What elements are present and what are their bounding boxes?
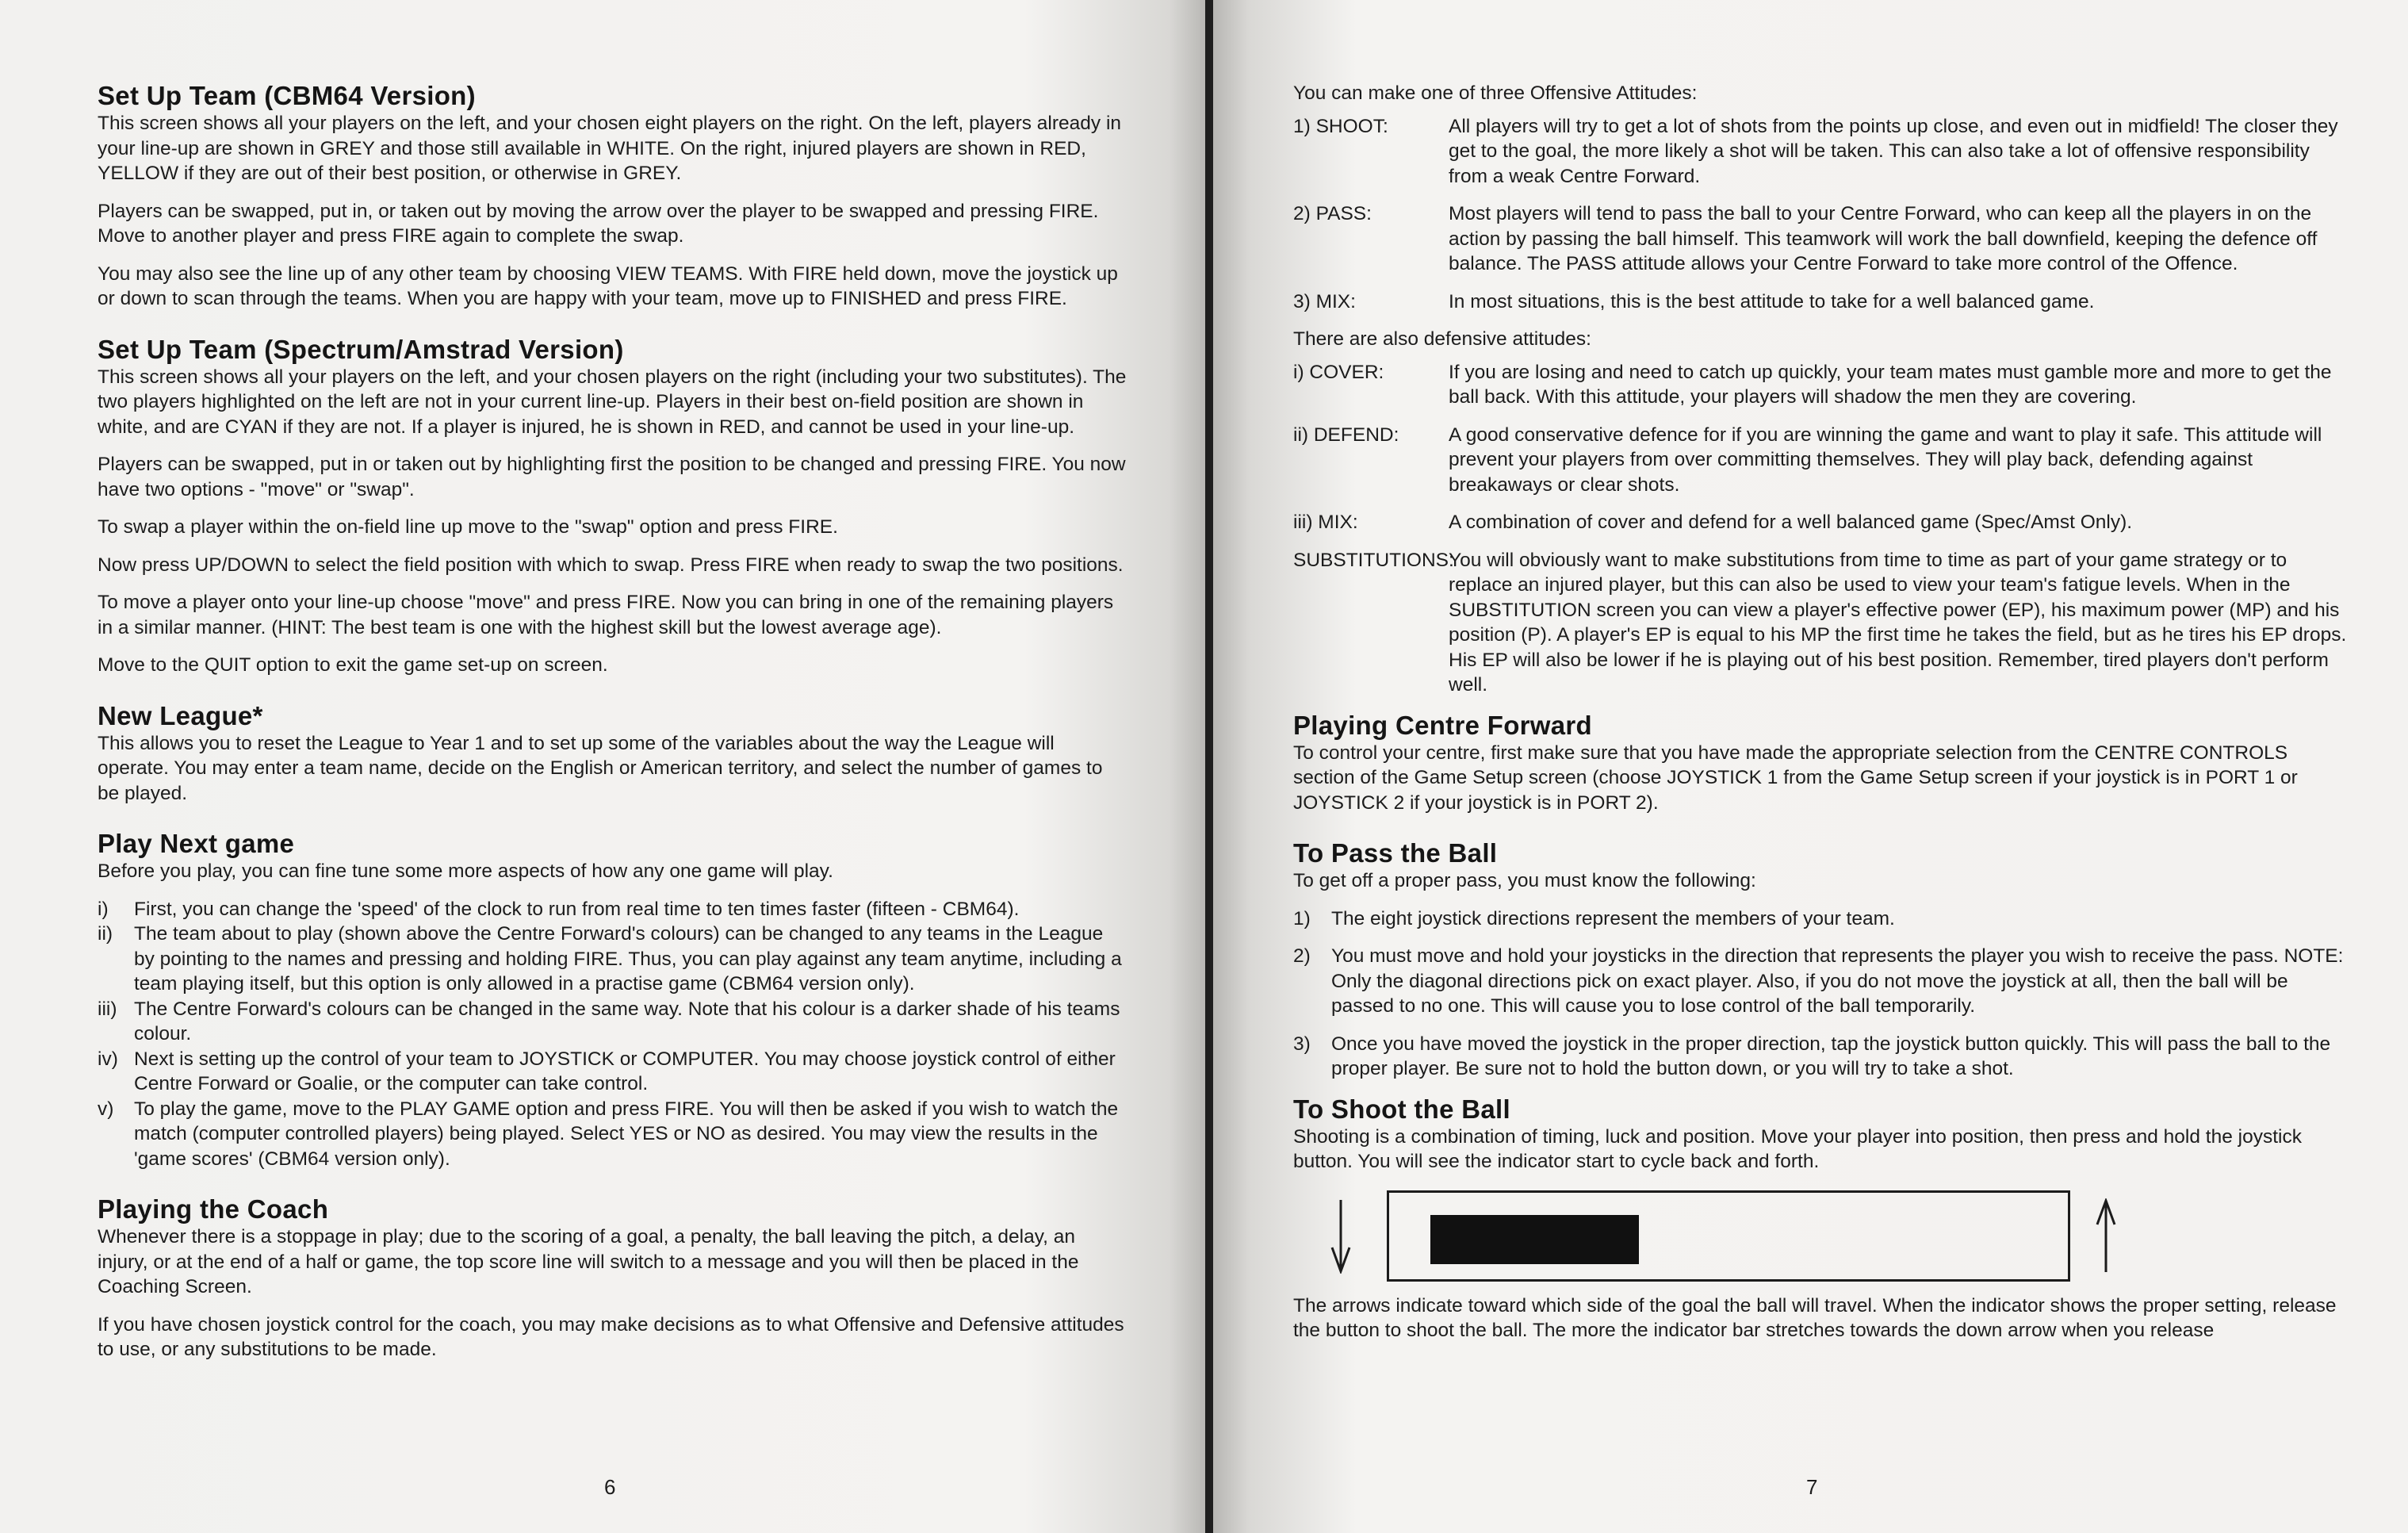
paragraph: You can make one of three Offensive Attitudes:	[1293, 82, 1698, 104]
list-item-text: Next is setting up the control of your team to JOYSTICK or COMPUTER. You may choose joystick control of either Centre Forward or Goalie, or the computer can take control.	[134, 1048, 1116, 1094]
list-item	[1293, 906, 2348, 932]
section-title-playing-the-coach: Playing the Coach	[98, 1194, 329, 1224]
definition-term: 3) MIX:	[1293, 290, 1356, 312]
definition-text: In most situations, this is the best attitude to take for a well balanced game.	[1449, 290, 2095, 312]
paragraph: Shooting is a combination of timing, luck and position. Move your player into position, then press and hold the joystick button. You will see the indicator start to cycle back and forth.	[1293, 1125, 2302, 1172]
paragraph: To control your centre, first make sure that you have made the appropriate selection from the CENTRE CONTROLS section of the Game Setup screen (choose JOYSTICK 1 from the Game Setup screen if your joystick is in PORT 1 or JOYSTICK 2 if your joystick is in PORT 2).	[1293, 742, 2298, 814]
defensive-attitudes-list	[1293, 360, 2348, 698]
list-item-number: i)	[98, 898, 109, 920]
list-item-text: The Centre Forward's colours can be changed in the same way. Note that his colour is a darker shade of his teams colour.	[134, 998, 1120, 1044]
list-item	[1293, 944, 2348, 1019]
definition-text: If you are losing and need to catch up quickly, your team mates must gamble more and more to get the ball back. With this attitude, your players will shadow the men they are covering.	[1449, 361, 2332, 408]
pass-steps-list	[1293, 906, 2348, 1082]
definition-text: A good conservative defence for if you are winning the game and want to play it safe. This attitude will prevent your players from over committing themselves. They will play back, defending against breakaways or clear shots.	[1449, 423, 2322, 496]
definition-item	[1293, 201, 2348, 277]
definition-text: You will obviously want to make substitutions from time to time as part of your game strategy or to replace an injured player, but this can also be used to view your team's fatigue levels. When in the SUBSTITUTION screen you can view a player's effective power (EP), his maximum power (MP) and his position (P). A player's EP is equal to his MP the first time he takes the field, but as he tires his EP drops. His EP will also be lower if he is playing out of his best position. Remember, tired players don't perform well.	[1449, 549, 2347, 696]
section-title-to-pass-the-ball: To Pass the Ball	[1293, 838, 1498, 868]
section-title-spectrum: Set Up Team (Spectrum/Amstrad Version)	[98, 334, 624, 364]
paragraph: Before you play, you can fine tune some more aspects of how any one game will play.	[98, 860, 833, 882]
section-title-play-next-game: Play Next game	[98, 829, 295, 858]
list-item	[98, 897, 1128, 922]
definition-item	[1293, 114, 2348, 190]
right-page-content	[1293, 81, 2348, 1343]
definition-term: ii) DEFEND:	[1293, 423, 1399, 446]
definition-item	[1293, 423, 2348, 498]
list-item-number: 1)	[1293, 907, 1311, 929]
list-item	[1293, 1032, 2348, 1082]
list-item-text: Once you have moved the joystick in the proper direction, tap the joystick button quickly. This will pass the ball to the proper player. Be sure not to hold the button down, or you will try to take a shot.	[1331, 1033, 2331, 1079]
paragraph: Move to the QUIT option to exit the game set-up on screen.	[98, 654, 608, 676]
definition-term: 2) PASS:	[1293, 203, 1372, 224]
left-page-content	[98, 81, 1128, 1362]
paragraph: Whenever there is a stoppage in play; due to the scoring of a goal, a penalty, the ball leaving the pitch, a delay, an injury, or at the end of a half or game, the top score line will switch to a message and you will then be placed in the Coaching Screen.	[98, 1226, 1079, 1297]
up-arrow-icon	[2094, 1198, 2118, 1274]
list-item	[98, 1047, 1128, 1097]
definition-item	[1293, 360, 2348, 410]
paragraph: This screen shows all your players on the left, and your chosen eight players on the right. On the left, players already in your line-up are shown in GREY and those still available in WHITE. On the right, injured players are shown in RED, YELLOW if they are out of their best position, or otherwise in GREY.	[98, 113, 1122, 184]
definition-text: A combination of cover and defend for a well balanced game (Spec/Amst Only).	[1449, 512, 2133, 533]
definition-term: 1) SHOOT:	[1293, 115, 1388, 137]
paragraph: You may also see the line up of any other team by choosing VIEW TEAMS. With FIRE held down, move the joystick up or down to scan through the teams. When you are happy with your team, move up to FINISHED and press FIRE.	[98, 263, 1118, 309]
paragraph: To swap a player within the on-field line up move to the "swap" option and press FIRE.	[98, 516, 838, 538]
paragraph: Now press UP/DOWN to select the field position with which to swap. Press FIRE when ready to swap the two positions.	[98, 554, 1124, 576]
indicator-box	[1387, 1190, 2070, 1282]
list-item-text: The eight joystick directions represent the members of your team.	[1331, 907, 1895, 929]
section-title-new-league: New League*	[98, 700, 263, 730]
section-title-playing-centre-forward: Playing Centre Forward	[1293, 710, 1593, 740]
paragraph: If you have chosen joystick control for the coach, you may make decisions as to what Offensive and Defensive attitudes to use, or any substitutions to be made.	[98, 1313, 1124, 1360]
list-item-text: To play the game, move to the PLAY GAME option and press FIRE. You will then be asked if you wish to watch the match (computer controlled players) being played. Select YES or NO as desired. You may view the results in the 'game scores' (CBM64 version only).	[134, 1098, 1119, 1170]
paragraph: This allows you to reset the League to Year 1 and to set up some of the variables about the way the League will operate. You may enter a team name, decide on the English or American territory, and select the number of games to be played.	[98, 732, 1103, 804]
definition-text: All players will try to get a lot of shots from the points up close, and even out in midfield! The closer they get to the goal, the more likely a shot will be taken. This can also take a lot of offensive responsibility from a weak Centre Forward.	[1449, 115, 2338, 187]
list-item	[98, 997, 1128, 1047]
indicator-bar	[1430, 1215, 1639, 1264]
paragraph: The arrows indicate toward which side of the goal the ball will travel. When the indicator shows the proper setting, release the button to shoot the ball. The more the indicator bar stretches towards the down arrow when you release	[1293, 1294, 2337, 1341]
paragraph: There are also defensive attitudes:	[1293, 328, 1591, 350]
paragraph: Players can be swapped, put in or taken out by highlighting first the position to be changed and pressing FIRE. You now have two options - "move" or "swap".	[98, 454, 1126, 500]
list-item-text: You must move and hold your joysticks in the direction that represents the player you wish to receive the pass. NOTE: Only the diagonal directions pick on exact player. Also, if you do not move the joystick at all, then the ball will be passed to no one. This will cause you to lose control of the ball temporarily.	[1331, 945, 2344, 1017]
list-item-number: v)	[98, 1098, 114, 1120]
list-item-number: ii)	[98, 923, 113, 945]
offensive-attitudes-list	[1293, 114, 2348, 315]
list-item-number: iv)	[98, 1048, 118, 1070]
paragraph: To move a player onto your line-up choose "move" and press FIRE. Now you can bring in one of the remaining players in a similar manner. (HINT: The best team is one with the highest skill but the lowest average age).	[98, 592, 1114, 638]
page-number: 7	[1806, 1475, 1818, 1499]
list-item-number: 3)	[1293, 1033, 1311, 1055]
definition-term: iii) MIX:	[1293, 512, 1358, 533]
section-title-cbm64: Set Up Team (CBM64 Version)	[98, 81, 476, 110]
section-title-to-shoot-the-ball: To Shoot the Ball	[1293, 1094, 1510, 1124]
definition-item	[1293, 289, 2348, 315]
list-item-text: The team about to play (shown above the Centre Forward's colours) can be changed to any teams in the League by pointing to the names and pressing and holding FIRE. Thus, you can play against any team anytime, including a team playing itself, but this option is only allowed in a practise game (CBM64 version only).	[134, 923, 1122, 995]
paragraph: Players can be swapped, put in, or taken out by moving the arrow over the player to be swapped and pressing FIRE. Move to another player and press FIRE again to complete the swap.	[98, 200, 1099, 247]
down-arrow-icon	[1329, 1198, 1353, 1274]
list-item-text: First, you can change the 'speed' of the clock to run from real time to ten times faster (fifteen - CBM64).	[134, 898, 1020, 920]
list-item	[98, 1097, 1128, 1172]
list-item	[98, 922, 1128, 997]
right-page	[1213, 0, 2408, 1533]
definition-text: Most players will tend to pass the ball to your Centre Forward, who can keep all the players in on the action by passing the ball himself. This teamwork will work the ball downfield, keeping the defence off balance. The PASS attitude allows your Centre Forward to take more control of the Offence.	[1449, 203, 2318, 274]
paragraph: To get off a proper pass, you must know the following:	[1293, 870, 1756, 891]
definition-term: i) COVER:	[1293, 361, 1384, 383]
options-list	[98, 897, 1128, 1172]
shot-indicator-diagram	[1293, 1190, 2348, 1293]
paragraph: This screen shows all your players on the left, and your chosen players on the right (including your two substitutes). The two players highlighted on the left are not in your current line-up. Players in their best on-field position are shown in white, and are CYAN if they are not. If a player is injured, he is shown in RED, and cannot be used in your line-up.	[98, 366, 1127, 438]
definition-item	[1293, 548, 2348, 698]
page-number: 6	[604, 1475, 616, 1499]
definition-term: SUBSTITUTIONS:	[1293, 549, 1454, 571]
definition-item	[1293, 510, 2348, 535]
list-item-number: 2)	[1293, 945, 1311, 967]
list-item-number: iii)	[98, 998, 117, 1020]
